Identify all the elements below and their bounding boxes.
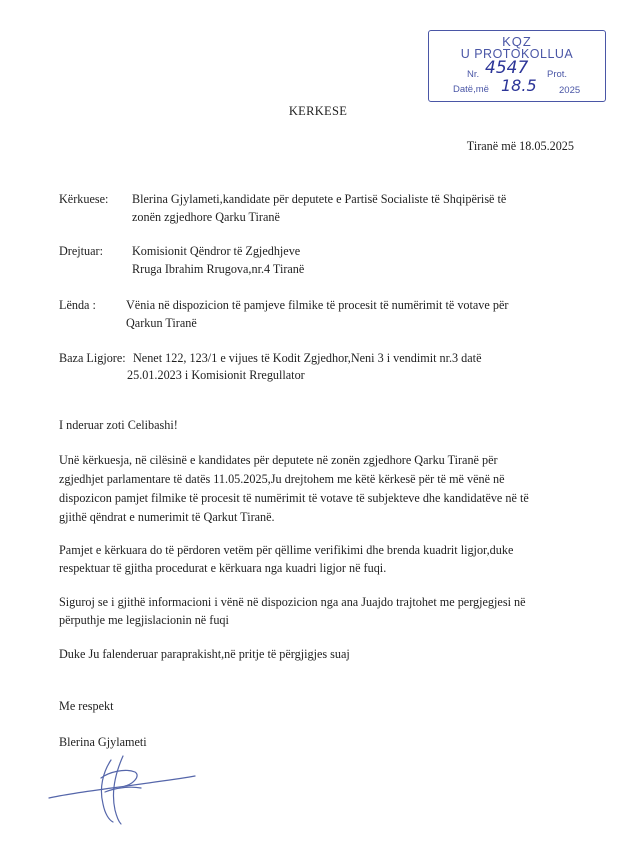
stamp-nr-label: Nr. [467,69,480,80]
stamp-nr-value: 4547 [485,58,529,78]
field-label-legal-basis: Baza Ligjore: [59,351,126,365]
field-label-addressee: Drejtuar: [59,244,103,258]
closing: Me respekt [59,699,114,713]
signer-name: Blerina Gjylameti [59,735,147,749]
stamp-date-value: 18.5 [501,76,537,95]
stamp-title: U PROTOKOLLUA [460,47,574,61]
stamp-prot-label: Prot. [547,69,568,80]
stamp-date-label: Datë,më [453,84,489,95]
field-legal-basis-line: 25.01.2023 i Komisionit Rregullator [127,368,305,382]
body-line: respektuar të gjitha procedurat e kërkuara nga kuadri ligjor në fuqi. [59,561,387,575]
signature-stroke [113,756,123,824]
field-subject-line: Vënia në dispozicion të pamjeve filmike të procesit të numërimit të votave për [126,298,509,312]
signature-stroke [101,770,137,786]
body-line: Unë kërkuesja, në cilësinë e kandidates për deputete në zonën zgjedhore Qarku Tiranë për [59,453,498,467]
handwritten-signature [45,748,205,828]
field-addressee-line: Komisionit Qëndror të Zgjedhjeve [132,244,301,258]
stamp-year: 2025 [559,85,581,96]
field-addressee-line: Rruga Ibrahim Rrugova,nr.4 Tiranë [132,262,305,276]
body-line: zgjedhjet parlamentare të datës 11.05.2025,Ju drejtohem me këtë kërkesë për të më vënë në [59,472,505,486]
place-date: Tiranë më 18.05.2025 [466,139,574,153]
field-applicant-line: Blerina Gjylameti,kandidate për deputete e Partisë Socialiste të Shqipërisë të [132,192,507,206]
stamp-org: KQZ [502,34,532,49]
field-label-applicant: Kërkuese: [59,192,109,206]
field-applicant-line: zonën zgjedhore Qarku Tiranë [132,210,280,224]
body-line: Siguroj se i gjithë informacioni i vënë në dispozicion nga ana Juajdo trajtohet me pergjegjesi në [59,595,526,609]
salutation: I nderuar zoti Celibashi! [59,418,178,432]
field-label-subject: Lënda : [59,298,96,312]
protocol-stamp [428,30,606,102]
body-line: Pamjet e kërkuara do të përdoren vetëm për qëllime verifikimi dhe brenda kuadrit ligjor,duke [59,543,514,557]
body-line: Duke Ju falenderuar paraprakisht,në pritje të përgjigjes suaj [59,647,350,661]
body-line: përputhje me legjislacionin në fuqi [59,613,229,627]
document-heading: KERKESE [288,104,348,118]
body-line: gjithë qëndrat e numerimit të Qarkut Tiranë. [59,510,275,524]
body-line: dispozicon pamjet filmike të procesit të numërimit të votave të subjekteve dhe kandidatëve në të [59,491,529,505]
field-legal-basis-line: Nenet 122, 123/1 e vijues të Kodit Zgjedhor,Neni 3 i vendimit nr.3 datë [133,351,482,365]
field-subject-line: Qarkun Tiranë [126,316,197,330]
